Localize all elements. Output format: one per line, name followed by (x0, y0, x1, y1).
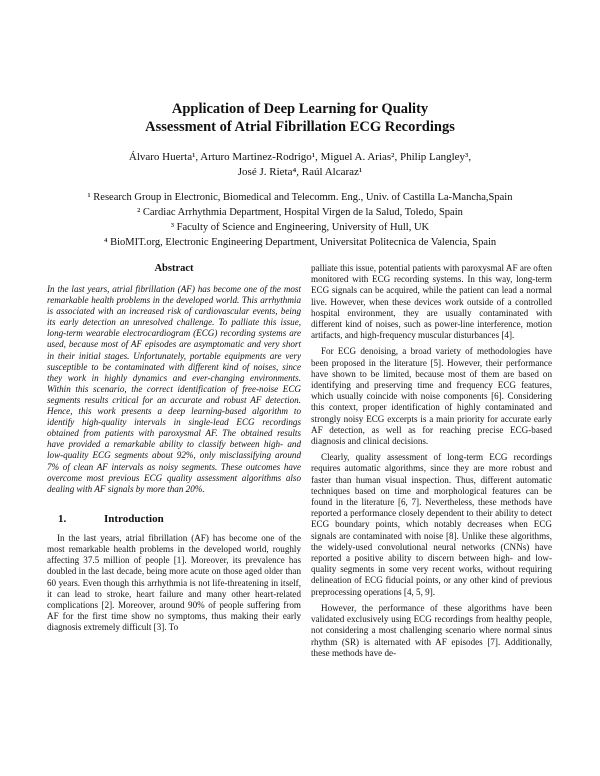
section-title: Introduction (104, 512, 164, 525)
author-line-2: José J. Rieta⁴, Raúl Alcaraz¹ (237, 166, 363, 178)
affiliation-list (0, 190, 600, 250)
introduction-paragraph-1: In the last years, atrial fibrillation (AF) has become one of the most remarkable health problems in the developed world, roughly affecting 37.5 million of people [1]. Moreover, its prevalence has doubled in the last decade, being more acute on those aged older than 60 years. Even though this arrhythmia is not life-threatening in itself, it can lead to stroke, heart failure and many other heart-related complications [2]. Moreover, around 90% of people suffering from AF for the first time show no symptoms, thus making their early diagnosis extremely difficult [3]. To (47, 532, 301, 633)
affiliation-2: ² Cardiac Arrhythmia Department, Hospital Virgen de la Salud, Toledo, Spain (137, 207, 463, 218)
affiliation-3: ³ Faculty of Science and Engineering, University of Hull, UK (170, 222, 430, 233)
paper-title-line-2: Assessment of Atrial Fibrillation ECG Recordings (145, 119, 455, 135)
section-number: 1. (58, 512, 67, 525)
right-column (311, 263, 552, 664)
body-paragraph-2: For ECG denoising, a broad variety of methodologies have been proposed in the literature [5]. However, their performance have shown to be limited, because most of them are based on identifying and preserving time and frequency ECG features, which usually coincide with noise components [6]. Considering this context, proper identification of highly contaminated and strongly noisy ECG excerpts is a main priority for accurate early AF detection, as well as for reaching precise ECG-based diagnosis and clinical decisions. (311, 346, 552, 447)
abstract-text: In the last years, atrial fibrillation (AF) has become one of the most remarkable health problems in the developed world. This arrhythmia is associated with an increased risk of cardiovascular events, being its early detection an unresolved challenge. To palliate this issue, long-term wearable electrocardiogram (ECG) recording systems are used, because most of AF episodes are asymptomatic and very short in their initial stages. Unfortunately, portable equipments are very susceptible to be contaminated with different kind of noises, since they work in highly dynamics and ever-changing environments. Within this scenario, the correct identification of free-noise ECG segments results critical for an accurate and robust AF detection. Hence, this work presents a deep learning-based algorithm to identify high-quality intervals in single-lead ECG recordings obtained from patients with paroxysmal AF. The obtained results have provided a remarkable ability to classify between high- and low-quality ECG segments about 92%, only misclassifying around 7% of clean AF intervals as noisy segments. These outcomes have overcome most previous ECG quality assessment algorithms also dealing with AF signals by more than 20%. (47, 284, 301, 494)
paper-title-line-1: Application of Deep Learning for Quality (171, 101, 429, 117)
affiliation-1: ¹ Research Group in Electronic, Biomedical and Telecomm. Eng., Univ. of Castilla La-Mancha,Spain (87, 192, 513, 203)
author-list (0, 150, 600, 180)
paper-title (0, 100, 600, 136)
abstract-heading: Abstract (154, 263, 194, 274)
affiliation-4: ⁴ BioMIT.org, Electronic Engineering Department, Universitat Politecnica de Valencia, Spain (103, 237, 497, 248)
body-paragraph-3: Clearly, quality assessment of long-term ECG recordings requires automatic algorithms, since they are more robust and faster than human visual inspection. Thus, different automatic techniques based on time and morphological features can be found in the literature [6, 7]. Nevertheless, these methods have reported a performance closely dependent to their ability to detect ECG boundary points, which notably decreases when ECG signals are contaminated with noise [8]. Unlike these algorithms, the widely-used convolutional neural networks (CNNs) have reported a positive ability to discern between high- and low-quality segments in some very recent works, without requiring delineation of ECG fiducial points, or any other kind of previous preprocessing operations [4, 5, 9]. (311, 452, 552, 597)
body-paragraph-4: However, the performance of these algorithms have been validated exclusively using ECG recordings from healthy people, not considering a most challenging scenario where normal sinus rhythm (SR) is alternated with AF episodes [7]. Additionally, these methods have de- (311, 602, 552, 658)
left-column (47, 263, 301, 639)
body-paragraph-1: palliate this issue, potential patients with paroxysmal AF are often monitored with ECG recording systems. In this way, long-term ECG signals can be acquired, while the patient can lead a normal live. However, when these devices work outside of a controlled hospital environment, they are usually contaminated with different kind of noises, such as power-line interference, motion artifacts, and high-frequency muscular disturbances [4]. (311, 263, 552, 341)
introduction-heading (47, 513, 301, 525)
author-line-1: Álvaro Huerta¹, Arturo Martinez-Rodrigo¹, Miguel A. Arias², Philip Langley³, (128, 151, 472, 163)
